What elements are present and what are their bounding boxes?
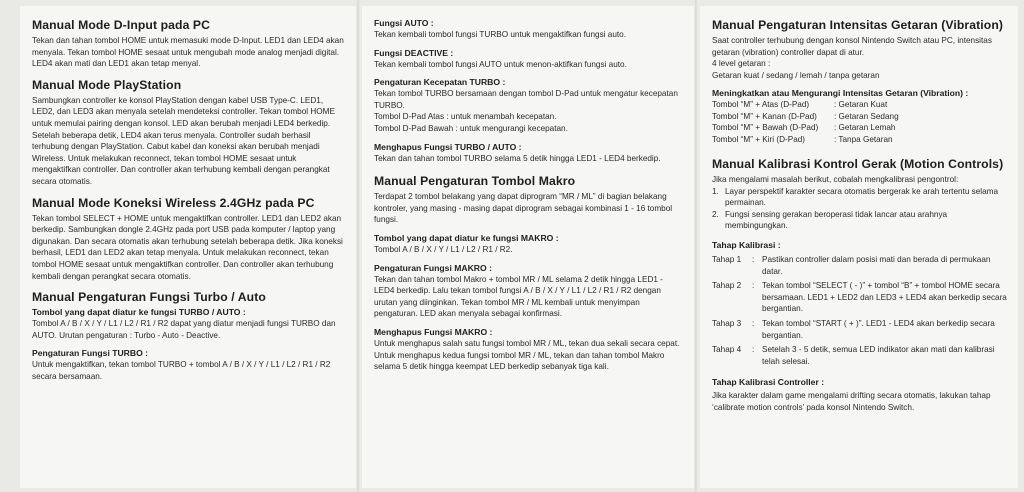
section-text: Jika mengalami masalah berikut, cobalah mengkalibrasi pengontrol: (712, 175, 959, 184)
step-text: Tekan tombol “SELECT ( - )” + tombol “B” + tombol HOME secara bersamaan. LED1 + LED2 dan LED3 + LED4 akan berkedip secara bergantian. (762, 281, 1007, 314)
list-number: 1. (712, 186, 719, 196)
section-text: Sambungkan controller ke konsol PlayStation dengan kabel USB Type-C. LED1, LED2, dan LED3 akan menyala setelah mendeteksi controller. Tekan tombol HOME untuk memulai pairing dengan konsol. LED akan berubah menjadi LED4 berkedip. Setelah beberapa detik, LED4 akan terus menyala. Controller sudah berhasil terhubung dengan PlayStation. Cabut kabel dan koneksi akan berubah menjadi Wireless. Untuk melakukan reconnect, tekan tombol HOME sesaat untuk mengaktifkan controller. Dan controller akan terhubung kembali dengan perangkat secara otomatis. (32, 95, 335, 186)
section-title: Manual Pengaturan Tombol Makro (374, 174, 576, 189)
section-d-input (32, 18, 346, 70)
step-label: Tahap 1 (712, 254, 742, 264)
section-turbo-auto (32, 290, 346, 382)
step-text: Tekan tombol “START ( + )”. LED1 - LED4 akan berkedip secara bergantian. (762, 318, 995, 340)
step-row: Tahap 3 : Tekan tombol “START ( + )”. LED1 - LED4 akan berkedip secara bergantian. (712, 318, 1008, 341)
list-text: Fungsi sensing gerakan beroperasi tidak lancar atau arahnya membingungkan. (725, 209, 948, 231)
subsection-text: Tekan dan tahan tombol Makro + tombol MR / ML selama 2 detik hingga LED1 - LED4 berkedip. Lalu tekan tombol fungsi A / B / X / Y / L1 / L2 / R1 / R2 dengan urutan yang diinginkan. Tekan tombol MR / ML kembali untuk menyimpan pengaturan. LED akan menyala sebagai konfirmasi. (374, 274, 663, 319)
step-label: Tahap 2 (712, 281, 742, 291)
section-title: Manual Mode Koneksi Wireless 2.4GHz pada PC (32, 195, 315, 210)
section-title: Manual Kalibrasi Kontrol Gerak (Motion Controls) (712, 157, 1004, 171)
section-title: Manual Mode PlayStation (32, 77, 182, 92)
speed-down-text: Tombol D-Pad Bawah : untuk mengurangi kecepatan. (374, 123, 568, 133)
step-text: Pastikan controller dalam posisi mati dan berada di permukaan datar. (762, 254, 991, 276)
subsection-title: Pengaturan Fungsi MAKRO : (374, 262, 492, 273)
subsection-title: Menghapus Fungsi MAKRO : (374, 326, 493, 337)
vibration-levels: Getaran kuat / sedang / lemah / tanpa getaran (712, 70, 880, 80)
section-calibration (712, 157, 1008, 367)
subsection-title: Fungsi AUTO : (374, 18, 434, 28)
subsection-title: Tahap Kalibrasi : (712, 239, 781, 250)
step-row: Tahap 1 : Pastikan controller dalam posisi mati dan berada di permukaan datar. (712, 254, 1008, 277)
subsection-title: Fungsi DEACTIVE : (374, 47, 454, 58)
subsection-text: Untuk mengaktifkan, tekan tombol TURBO + tombol A / B / X / Y / L1 / L2 / R1 / R2 secara bersamaan. (32, 360, 331, 381)
section-title: Manual Mode D-Input pada PC (32, 18, 211, 32)
list-text: Layar perspektif karakter secara otomatis bergerak ke arah tertentu selama permainan. (725, 186, 999, 208)
table-cell-value: : Getaran Sedang (834, 111, 899, 121)
section-macro (374, 174, 684, 373)
subsection-text: Tekan dan tahan tombol TURBO selama 5 detik hingga LED1 - LED4 berkedip. (374, 153, 661, 163)
table-row (712, 122, 899, 133)
step-label: Tahap 3 (712, 318, 742, 328)
section-title: Manual Pengaturan Fungsi Turbo / Auto (32, 290, 266, 305)
section-text: Tekan tombol SELECT + HOME untuk mengaktifkan controller. LED1 dan LED2 akan berkedip. Sambungkan dongle 2.4GHz pada port USB pada komputer / laptop yang digunakan. Dan secara otomatis akan terhubung setelah beberapa detik. Jika koneksi berhasil, LED1 dan LED2 akan tetap menyala. Untuk melakukan reconnect, tekan tombol HOME sesaat untuk mengaktifkan controller. Dan controller akan terhubung kembali dengan perangkat secara otomatis. (32, 213, 343, 281)
subsection-text: Tekan tombol TURBO bersamaan dengan tombol D-Pad untuk mengatur kecepatan TURBO. (374, 89, 678, 110)
issue-list (712, 186, 1008, 232)
list-number: 2. (712, 209, 719, 219)
section-title: Manual Pengaturan Intensitas Getaran (Vibration) (712, 18, 1004, 32)
subsection-title: Tombol yang dapat diatur ke fungsi MAKRO : (374, 232, 559, 243)
table-cell-key: Tombol “M” + Kanan (D-Pad) (712, 111, 817, 121)
section-text: Terdapat 2 tombol belakang yang dapat diprogram “MR / ML” di bagian belakang kontroler, yang masing - masing dapat diprogram sebagai kombinasi 1 - 16 tombol fungsi. (374, 192, 673, 225)
manual-column-3 (700, 6, 1018, 488)
list-item (712, 209, 1008, 232)
step-row: Tahap 2 : Tekan tombol “SELECT ( - )” + tombol “B” + tombol HOME secara bersamaan. LED1 + LED2 dan LED3 + LED4 akan berkedip secara bergantian. (712, 281, 1007, 314)
table-cell-value: : Tanpa Getaran (834, 134, 893, 144)
page-fold (357, 0, 361, 492)
table-cell-value: : Getaran Kuat (834, 100, 888, 110)
subsection-text: Tekan kembali tombol fungsi TURBO untuk mengaktifkan fungsi auto. (374, 30, 626, 39)
step-text: Setelah 3 - 5 detik, semua LED indikator akan mati dan kalibrasi telah selesai. (762, 345, 995, 366)
section-vibration (712, 18, 1008, 145)
subsection-text: Tombol A / B / X / Y / L1 / L2 / R1 / R2. (374, 244, 513, 254)
subsection-text: Tombol A / B / X / Y / L1 / L2 / R1 / R2 dapat yang diatur menjadi fungsi TURBO dan AUTO. Urutan pengaturan : Turbo - Auto - Deactive. (32, 319, 336, 340)
table-row (712, 134, 899, 145)
subsection-title: Menghapus Fungsi TURBO / AUTO : (374, 141, 522, 152)
subsection-title: Tahap Kalibrasi Controller : (712, 377, 825, 388)
subsection-title: Tombol yang dapat diatur ke fungsi TURBO / AUTO : (32, 307, 246, 318)
table-cell-key: Tombol “M” + Atas (D-Pad) (712, 100, 810, 110)
table-row (712, 111, 899, 122)
page-fold (695, 0, 699, 492)
step-row: Tahap 4 : Setelah 3 - 5 detik, semua LED indikator akan mati dan kalibrasi telah selesai. (712, 344, 1008, 367)
subsection-title: Meningkatkan atau Mengurangi Intensitas Getaran (Vibration) : (712, 88, 969, 99)
section-playstation (32, 78, 346, 188)
vibration-table (712, 99, 899, 145)
manual-column-2 (362, 6, 694, 488)
table-cell-value: : Getaran Lemah (834, 123, 896, 133)
speed-up-text: Tombol D-Pad Atas : untuk menambah kecepatan. (374, 112, 557, 122)
subsection-text: Untuk menghapus salah satu fungsi tombol MR / ML, tekan dua sekali secara cepat. Untuk menghapus kedua fungsi tombol MR / ML, tekan dan tahan tombol Makro selama 5 detik hingga keempat LED berkedip sebanyak tiga kali. (374, 338, 680, 372)
table-cell-key: Tombol “M” + Kiri (D-Pad) (712, 134, 806, 144)
table-cell-key: Tombol “M” + Bawah (D-Pad) (712, 123, 819, 133)
table-row (712, 99, 899, 110)
section-wireless (32, 196, 346, 283)
subsection-title: Pengaturan Fungsi TURBO : (32, 348, 149, 359)
calibration-steps (712, 254, 1008, 367)
section-text: Saat controller terhubung dengan konsol Nintendo Switch atau PC, intensitas getaran (vibration) controller dapat di atur. (712, 36, 992, 57)
manual-column-1 (20, 6, 356, 488)
subsection-text: Tekan kembali tombol fungsi AUTO untuk menon-aktifkan fungsi auto. (374, 59, 627, 69)
vibration-levels-label: 4 level getaran : (712, 59, 771, 69)
section-controller-calibration (712, 377, 1008, 413)
subsection-title: Pengaturan Kecepatan TURBO : (374, 77, 506, 88)
subsection-text: Jika karakter dalam game mengalami drifting secara otomatis, lakukan tahap ‘calibrate motion controls’ pada konsol Nintendo Switch. (712, 391, 991, 412)
list-item (712, 186, 1008, 209)
step-label: Tahap 4 (712, 345, 742, 355)
section-text: Tekan dan tahan tombol HOME untuk memasuki mode D-Input. LED1 dan LED4 akan menyala. Tekan tombol HOME sesaat untuk mengubah mode analog menjadi digital. LED4 akan mati dan LED1 akan tetap menyal. (32, 36, 344, 69)
